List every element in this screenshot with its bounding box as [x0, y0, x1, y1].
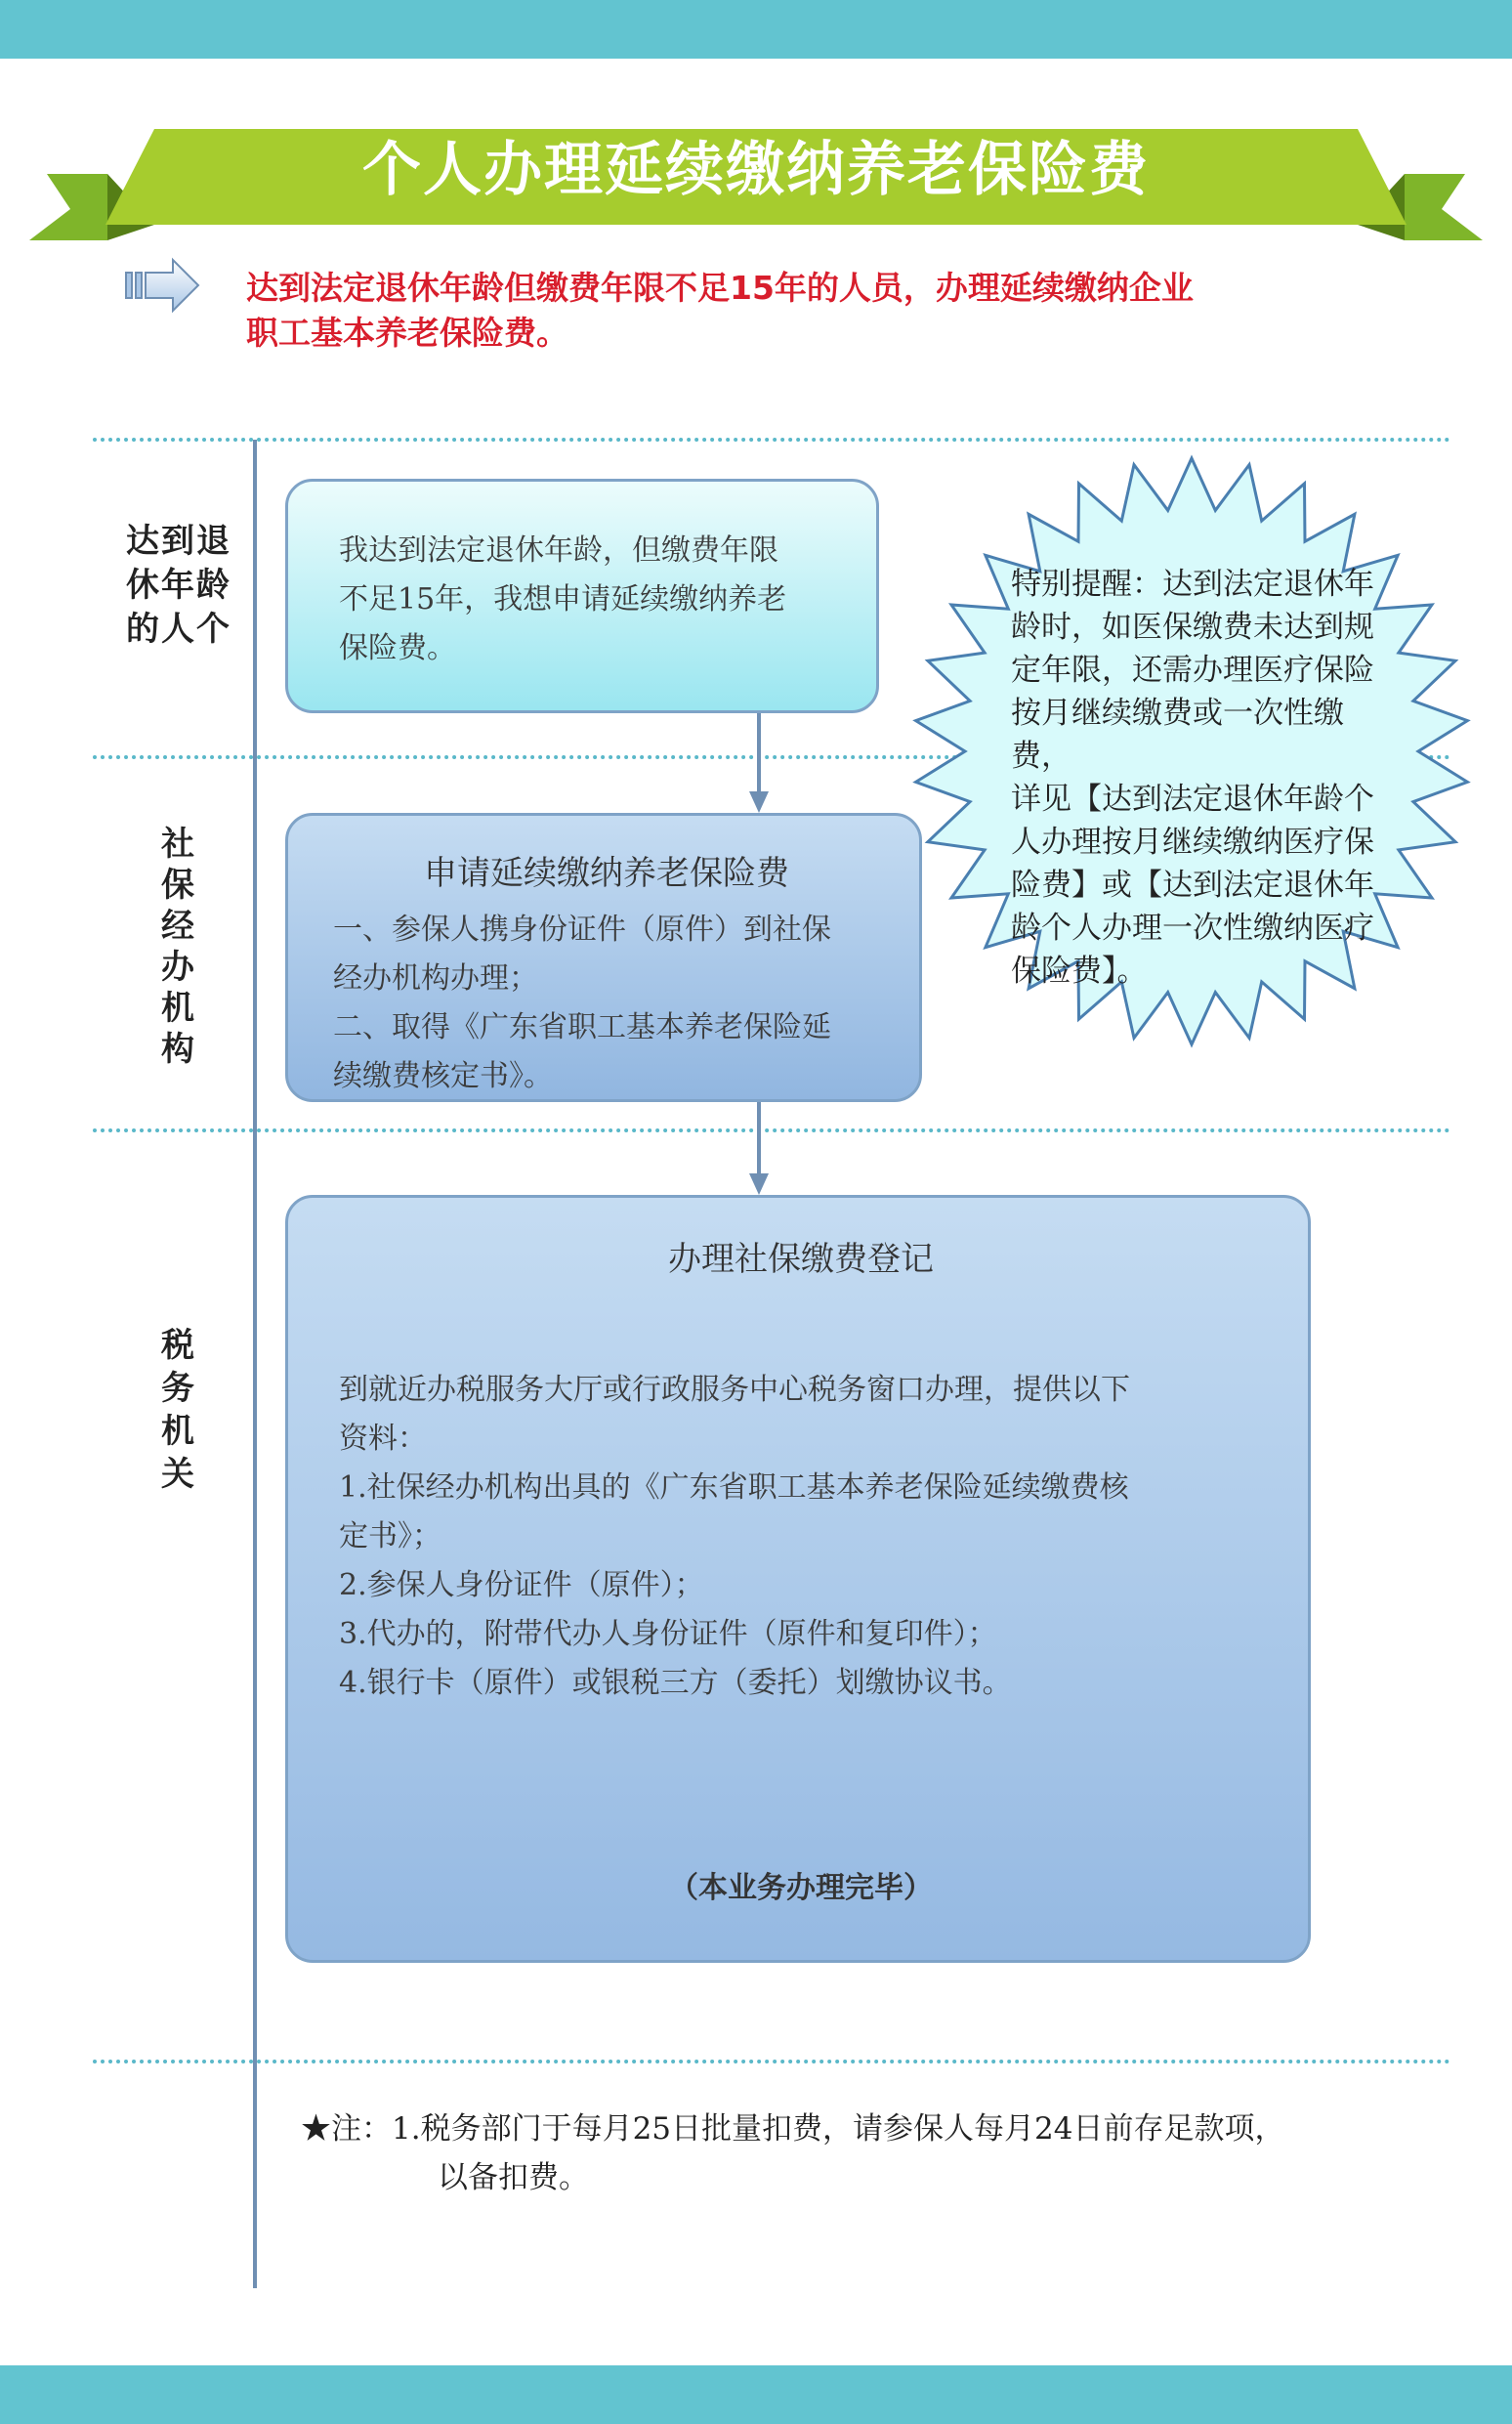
lane-label-applicant-line: 达到退: [126, 522, 231, 561]
flow-arrow-down-icon: [749, 1102, 769, 1195]
reminder-line: 定年限，还需办理医疗保险: [1011, 653, 1374, 688]
title-banner: [0, 115, 1512, 252]
reminder-line: 龄个人办理一次性缴纳医疗: [1011, 911, 1374, 946]
step-tax-line: 4.银行卡（原件）或银税三方（委托）划缴协议书。: [339, 1666, 1012, 1700]
reminder-line: 详见【达到法定退休年龄个: [1011, 782, 1374, 817]
lane-divider-top: [93, 438, 1450, 442]
intro-line-2: 职工基本养老保险费。: [246, 314, 568, 352]
lane-vertical-divider: [253, 440, 257, 2288]
step-tax-line: 资料：: [339, 1422, 427, 1456]
intro-line-1: 达到法定退休年龄但缴费年限不足15年的人员，办理延续缴纳企业: [246, 269, 1194, 307]
lane-label-char: 办: [161, 948, 194, 987]
lane-label-applicant-line: 休年龄: [126, 566, 231, 605]
step-social-security-box: [285, 813, 922, 1102]
reminder-line: 龄时，如医保缴费未达到规: [1011, 610, 1374, 645]
step-apply-text: [339, 527, 847, 673]
lane-label-tax: [156, 1324, 199, 1496]
step-social-security-line: 续缴费核定书》。: [333, 1059, 553, 1093]
lane-label-char: 经: [161, 907, 194, 946]
lane-label-applicant: [115, 520, 242, 652]
step-apply-line: 保险费。: [339, 631, 456, 665]
flow-arrow-down-icon: [749, 713, 769, 813]
step-social-security-title: 申请延续缴纳养老保险费: [424, 854, 789, 893]
reminder-line: 特别提醒：达到法定退休年: [1011, 567, 1374, 602]
step-tax-line: 3.代办的，附带代办人身份证件（原件和复印件）；: [339, 1617, 997, 1651]
step-tax-line: 定书》；: [339, 1519, 441, 1553]
lane-label-char: 机: [161, 989, 194, 1028]
lane-label-char: 机: [161, 1412, 194, 1451]
step-tax-registration-title: 办理社保缴费登记: [668, 1240, 934, 1279]
intro-description: [246, 266, 1448, 356]
step-apply-box: [285, 479, 879, 713]
arrow-right-icon: [124, 256, 202, 315]
step-tax-registration-box: [285, 1195, 1311, 1963]
footnote-line-2: 以备扣费。: [438, 2160, 589, 2195]
step-social-security-line: 二、取得《广东省职工基本养老保险延: [333, 1010, 831, 1044]
reminder-line: 按月继续缴费或一次性缴费，: [1011, 696, 1344, 774]
lane-label-char: 税: [161, 1326, 194, 1365]
reminder-line: 保险费】。: [1011, 954, 1148, 989]
lane-label-social-security: [156, 824, 199, 1070]
lane-label-char: 务: [161, 1369, 194, 1408]
lane-label-applicant-line: 的人个: [126, 610, 231, 649]
lane-label-char: 保: [161, 866, 194, 905]
bottom-bar: [0, 2365, 1512, 2424]
step-social-security-line: 经办机构办理；: [333, 961, 538, 996]
lane-label-char: 关: [161, 1455, 194, 1494]
step-apply-line: 不足15年，我想申请延续缴纳养老: [339, 582, 787, 617]
reminder-line: 险费】或【达到法定退休年: [1011, 868, 1374, 903]
step-tax-line: 2.参保人身份证件（原件）；: [339, 1568, 704, 1602]
footnote-line-1: ★注：1.税务部门于每月25日批量扣费，请参保人每月24日前存足款项，: [301, 2111, 1285, 2147]
reminder-text: [1011, 563, 1402, 993]
reminder-line: 人办理按月继续缴纳医疗保: [1011, 825, 1374, 860]
step-tax-line: 到就近办税服务大厅或行政服务中心税务窗口办理，提供以下: [339, 1373, 1130, 1407]
page-title: 个人办理延续缴纳养老保险费: [362, 136, 1150, 204]
lane-divider-2: [93, 1128, 1450, 1132]
footnote: [301, 2105, 1434, 2202]
step-tax-line: 1.社保经办机构出具的《广东省职工基本养老保险延续缴费核: [339, 1470, 1129, 1505]
step-apply-line: 我达到法定退休年龄，但缴费年限: [339, 533, 778, 568]
top-bar: [0, 0, 1512, 59]
step-social-security-line: 一、参保人携身份证件（原件）到社保: [333, 913, 831, 947]
lane-label-char: 构: [161, 1030, 194, 1069]
business-complete-label: （本业务办理完毕）: [669, 1871, 933, 1905]
lane-divider-bottom: [93, 2060, 1450, 2063]
lane-label-char: 社: [161, 825, 194, 864]
